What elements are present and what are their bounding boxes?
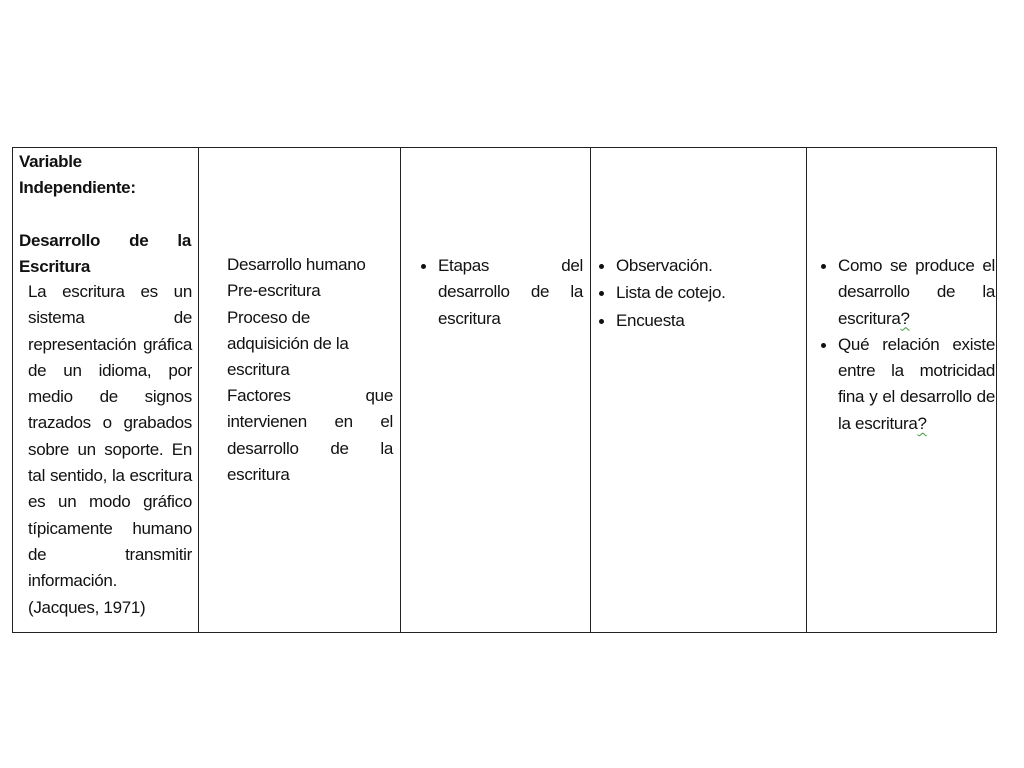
questions-list	[817, 253, 995, 437]
variable-definition: La escritura es un sistema de representación gráfica de un idioma, por medio de signos trazados o grabados sobre un soporte. En tal sentido, la escritura es un modo gráfico típicamente humano de transmitir información. (Jacques, 1971)	[28, 282, 192, 617]
dimension-factors: Factores que intervienen en el desarrollo de la escritura	[227, 386, 393, 484]
question-text: Como se produce el desarrollo de la escritura	[838, 256, 995, 328]
operationalization-table	[12, 147, 997, 633]
question-mark: ?	[900, 308, 910, 328]
instruments-list	[595, 253, 795, 335]
question-item	[817, 253, 995, 332]
questions-column	[807, 148, 996, 632]
dimensions-list	[227, 252, 395, 383]
question-mark: ?	[917, 413, 927, 433]
instruments-column	[591, 148, 807, 632]
question-item	[817, 332, 995, 437]
variable-column	[13, 148, 199, 632]
instrument-item: Encuesta	[595, 308, 795, 334]
indicators-list	[417, 253, 583, 332]
instrument-item: Observación.	[595, 253, 795, 279]
variable-name: Desarrollo de la Escritura	[19, 231, 191, 277]
dimension-item: Pre-escritura	[227, 281, 321, 301]
indicators-column	[401, 148, 591, 632]
dimension-item: Proceso de adquisición de la escritura	[227, 307, 349, 380]
instrument-item: Lista de cotejo.	[595, 280, 795, 306]
question-text: Qué relación existe entre la motricidad fina y el desarrollo de la escritura	[838, 334, 995, 433]
variable-header: Variable Independiente:	[19, 152, 136, 198]
dimension-item: Desarrollo humano	[227, 255, 366, 274]
indicator-item: Etapas del desarrollo de la escritura	[417, 253, 583, 332]
dimensions-column	[199, 148, 401, 632]
